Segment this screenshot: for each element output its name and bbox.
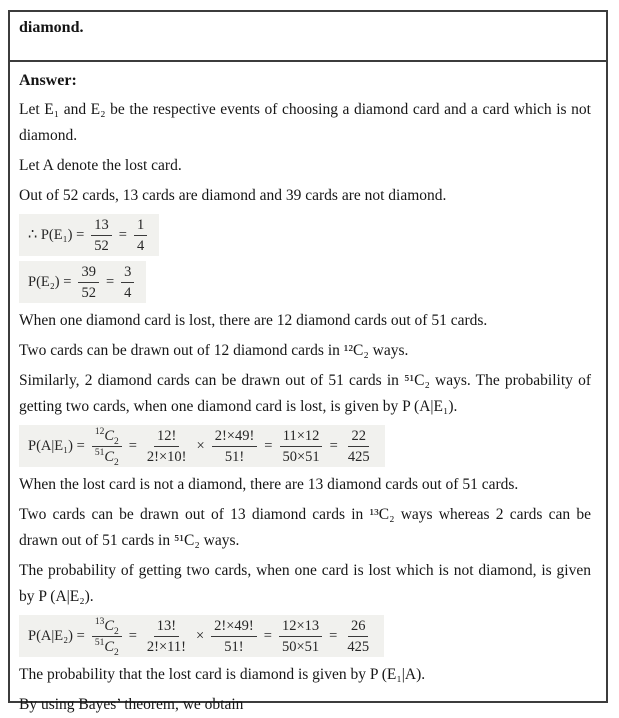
paragraph: Let A denote the lost card. [19, 157, 182, 174]
fraction-numerator: 2!×49! [211, 617, 257, 637]
formula-text: = [329, 437, 338, 454]
answer-body [19, 97, 591, 718]
fraction-denominator: 425 [347, 449, 370, 465]
paragraph: Two cards can be drawn out of 12 diamond cards in ¹²C₂ ways. [19, 342, 409, 359]
fraction-denominator: 52 [81, 285, 96, 301]
fraction-denominator: 2!×11! [146, 639, 186, 655]
formula-segment: C [104, 618, 114, 634]
formula-text: P(A|E₂) = [28, 627, 85, 644]
fraction [279, 427, 322, 465]
answer-label: Answer: [19, 72, 77, 89]
paragraph: Two cards can be drawn out of 13 diamond cards in ¹³C₂ ways whereas 2 cards can be drawn out of 51 cards in ⁵¹C₂ ways. [19, 506, 591, 549]
formula-text: = [264, 437, 273, 454]
fraction [211, 617, 257, 655]
fraction-numerator: 39 [78, 263, 99, 283]
math-formula [19, 214, 159, 256]
fraction-denominator: 2!×10! [146, 449, 187, 465]
formula-segment: 2 [113, 457, 119, 468]
math-formula [19, 261, 146, 303]
formula-text: P(A|E₁) = [28, 437, 85, 454]
formula-segment: C [104, 428, 114, 444]
fraction-numerator: 12×13 [279, 617, 322, 637]
fraction [78, 263, 99, 301]
fraction-denominator: 51! [224, 639, 244, 655]
solution-table [8, 10, 608, 713]
answer-cell [10, 62, 606, 713]
formula-segment: 2 [113, 647, 119, 658]
formula-text: = [263, 627, 272, 644]
paragraph: Out of 52 cards, 13 cards are diamond and 39 cards are not diamond. [19, 187, 447, 204]
fraction-numerator: 13 [91, 216, 112, 236]
fraction-numerator: 22 [348, 427, 369, 447]
formula-segment: 2 [113, 436, 119, 447]
fraction-denominator: 50×51 [282, 449, 320, 465]
formula-text: = [105, 273, 115, 290]
math-formula [19, 425, 385, 467]
formula-text: × [196, 437, 205, 454]
fraction [92, 617, 122, 658]
paragraph: The probability that the lost card is diamond is given by P (E₁|A). [19, 666, 426, 683]
fraction [91, 216, 112, 254]
fraction [121, 263, 134, 301]
formula-segment: 2 [113, 626, 119, 637]
fraction-numerator [92, 427, 122, 447]
fraction-numerator: 26 [348, 617, 369, 637]
formula-text: = [329, 627, 338, 644]
fraction-denominator: 50×51 [281, 639, 320, 655]
paragraph: Let E₁ and E₂ be the respective events of choosing a diamond card and a card which is not diamond. [19, 101, 591, 144]
fraction [144, 617, 189, 655]
fraction [345, 427, 373, 465]
fraction-numerator: 2!×49! [212, 427, 258, 447]
formula-segment: 51 [94, 448, 105, 459]
question-cell [10, 12, 606, 62]
fraction-numerator: 11×12 [280, 427, 323, 447]
fraction [344, 617, 372, 655]
fraction-numerator: 1 [134, 216, 147, 236]
fraction-denominator: 4 [124, 285, 132, 301]
formula-row [19, 261, 591, 303]
paragraph: When one diamond card is lost, there are 12 diamond cards out of 51 cards. [19, 312, 488, 329]
formula-text: = [128, 437, 137, 454]
question-fragment-text: diamond. [19, 19, 84, 36]
fraction-denominator [92, 637, 122, 658]
formula-text: ∴ P(E₁) = [28, 226, 85, 243]
formula-text: × [195, 627, 205, 644]
fraction-numerator [92, 617, 122, 637]
paragraph: Similarly, 2 diamond cards can be drawn out of 51 cards in ⁵¹C₂ ways. The probability of getting two cards, when one diamond card is lost, is given by P (A|E₁). [19, 372, 591, 415]
fraction-denominator [92, 447, 122, 468]
fraction [212, 427, 258, 465]
formula-segment: 12 [94, 427, 105, 438]
fraction [144, 427, 190, 465]
fraction-numerator: 12! [154, 427, 179, 447]
math-formula [19, 615, 384, 657]
formula-row [19, 425, 591, 467]
fraction-denominator: 4 [136, 238, 145, 254]
formula-segment: 51 [94, 638, 105, 649]
formula-text: P(E₂) = [28, 273, 72, 290]
formula-segment: C [104, 449, 114, 465]
fraction [134, 216, 147, 254]
fraction [279, 617, 322, 655]
fraction-numerator: 3 [121, 263, 134, 283]
formula-row [19, 214, 591, 256]
paragraph: By using Bayes’ theorem, we obtain [19, 696, 244, 713]
paragraph: When the lost card is not a diamond, there are 13 diamond cards out of 51 cards. [19, 476, 519, 493]
formula-segment: 13 [94, 617, 105, 628]
fraction-numerator: 13! [154, 617, 179, 637]
paragraph: The probability of getting two cards, when one card is lost which is not diamond, is given by P (A|E₂). [19, 562, 591, 605]
fraction [92, 427, 122, 468]
formula-text: = [128, 627, 137, 644]
fraction-denominator: 52 [94, 238, 109, 254]
fraction-denominator: 425 [347, 639, 370, 655]
formula-text: = [118, 226, 127, 243]
fraction-denominator: 51! [224, 449, 245, 465]
formula-row [19, 615, 591, 657]
formula-segment: C [104, 639, 114, 655]
